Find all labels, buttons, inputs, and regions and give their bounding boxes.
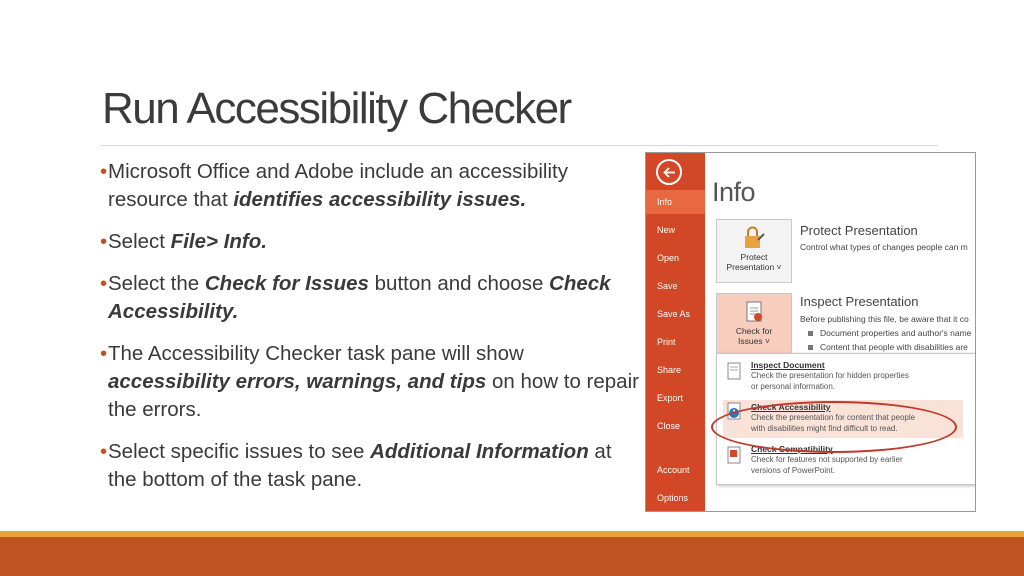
menu-item-desc: Check for features not supported by earlier versions of PowerPoint.	[751, 455, 903, 475]
bullet-item	[100, 438, 640, 494]
bullet-emphasis: Check Accessibility.	[108, 272, 611, 323]
protect-tile-label-2: Presentation ˅	[726, 262, 782, 272]
compatibility-icon	[725, 446, 743, 464]
footer-bar	[0, 537, 1024, 576]
nav-item-info[interactable]: Info	[646, 190, 705, 214]
lock-icon	[741, 226, 767, 250]
check-for-issues-tile[interactable]	[716, 293, 792, 355]
bullet-item	[100, 228, 640, 256]
bullet-item	[100, 158, 640, 214]
powerpoint-info-screenshot	[645, 152, 976, 512]
inspect-item-2: Content that people with disabilities are	[800, 342, 968, 352]
bullet-dot: •	[100, 342, 108, 365]
bullet-dot: •	[100, 160, 108, 183]
nav-item-export[interactable]: Export	[657, 393, 684, 403]
menu-item-title: Check Accessibility	[751, 402, 831, 412]
nav-item-share[interactable]: Share	[657, 365, 682, 375]
nav-item-open[interactable]: Open	[657, 253, 680, 263]
bullet-text: Select the	[108, 272, 205, 295]
bullet-emphasis: accessibility errors, warnings, and tips	[108, 370, 487, 393]
bullet-text: on how to repair the errors.	[108, 370, 639, 421]
inspect-title: Inspect Presentation	[800, 294, 919, 309]
nav-item-close[interactable]: Close	[657, 421, 681, 431]
bullet-text: Select specific issues to see	[108, 440, 371, 463]
bullet-text: Select	[108, 230, 171, 253]
menu-item-desc: Check the presentation for content that people with disabilities might find difficult to read.	[751, 413, 916, 433]
bullet-text: at the bottom of the task pane.	[108, 440, 612, 491]
bullet-emphasis: Additional Information	[370, 440, 589, 463]
bullet-emphasis: Check for Issues	[204, 272, 369, 295]
nav-item-account[interactable]: Account	[657, 465, 690, 475]
bullet-dot: •	[100, 440, 108, 463]
check-issues-label-2: Issues ˅	[738, 336, 770, 346]
nav-item-save-as[interactable]: Save As	[657, 309, 691, 319]
info-heading: Info	[712, 177, 756, 207]
highlight-ellipse	[711, 401, 957, 453]
inspect-item-1: Document properties and author's name	[800, 328, 971, 338]
nav-item-new[interactable]: New	[657, 225, 676, 235]
menu-item-title: Inspect Document	[751, 360, 825, 370]
bullet-list	[100, 158, 640, 508]
backstage-nav	[646, 153, 705, 511]
bullet-text: button and choose	[368, 272, 550, 295]
protect-presentation-tile[interactable]	[716, 219, 792, 283]
nav-item-options[interactable]: Options	[657, 493, 689, 503]
slide-title: Run Accessibility Checker	[102, 84, 571, 133]
protect-tile-label: Protect	[740, 252, 768, 262]
bullet-item	[100, 340, 640, 424]
nav-item-print[interactable]: Print	[657, 337, 676, 347]
inspect-text: Before publishing this file, be aware that it co	[800, 314, 969, 324]
inspect-document-icon	[725, 362, 743, 380]
menu-inspect-document[interactable]	[723, 360, 963, 394]
check-issues-label: Check for	[735, 326, 773, 336]
menu-item-desc: Check the presentation for hidden properties or personal information.	[751, 371, 909, 391]
menu-item-title: Check Compatibility	[751, 444, 833, 454]
protect-text: Control what types of changes people can m	[800, 242, 968, 252]
bullet-emphasis: identifies accessibility issues.	[233, 188, 527, 211]
nav-item-save[interactable]: Save	[657, 281, 678, 291]
bullet-item	[100, 270, 640, 326]
protect-title: Protect Presentation	[800, 223, 918, 238]
back-arrow-icon[interactable]	[656, 159, 682, 185]
title-divider	[100, 145, 938, 146]
bullet-dot: •	[100, 230, 108, 253]
bullet-dot: •	[100, 272, 108, 295]
document-check-icon	[742, 300, 766, 324]
bullet-emphasis: File> Info.	[170, 230, 267, 253]
bullet-text: The Accessibility Checker task pane will show	[108, 342, 524, 365]
bullet-text: Microsoft Office and Adobe include an accessibility resource that	[108, 160, 568, 211]
